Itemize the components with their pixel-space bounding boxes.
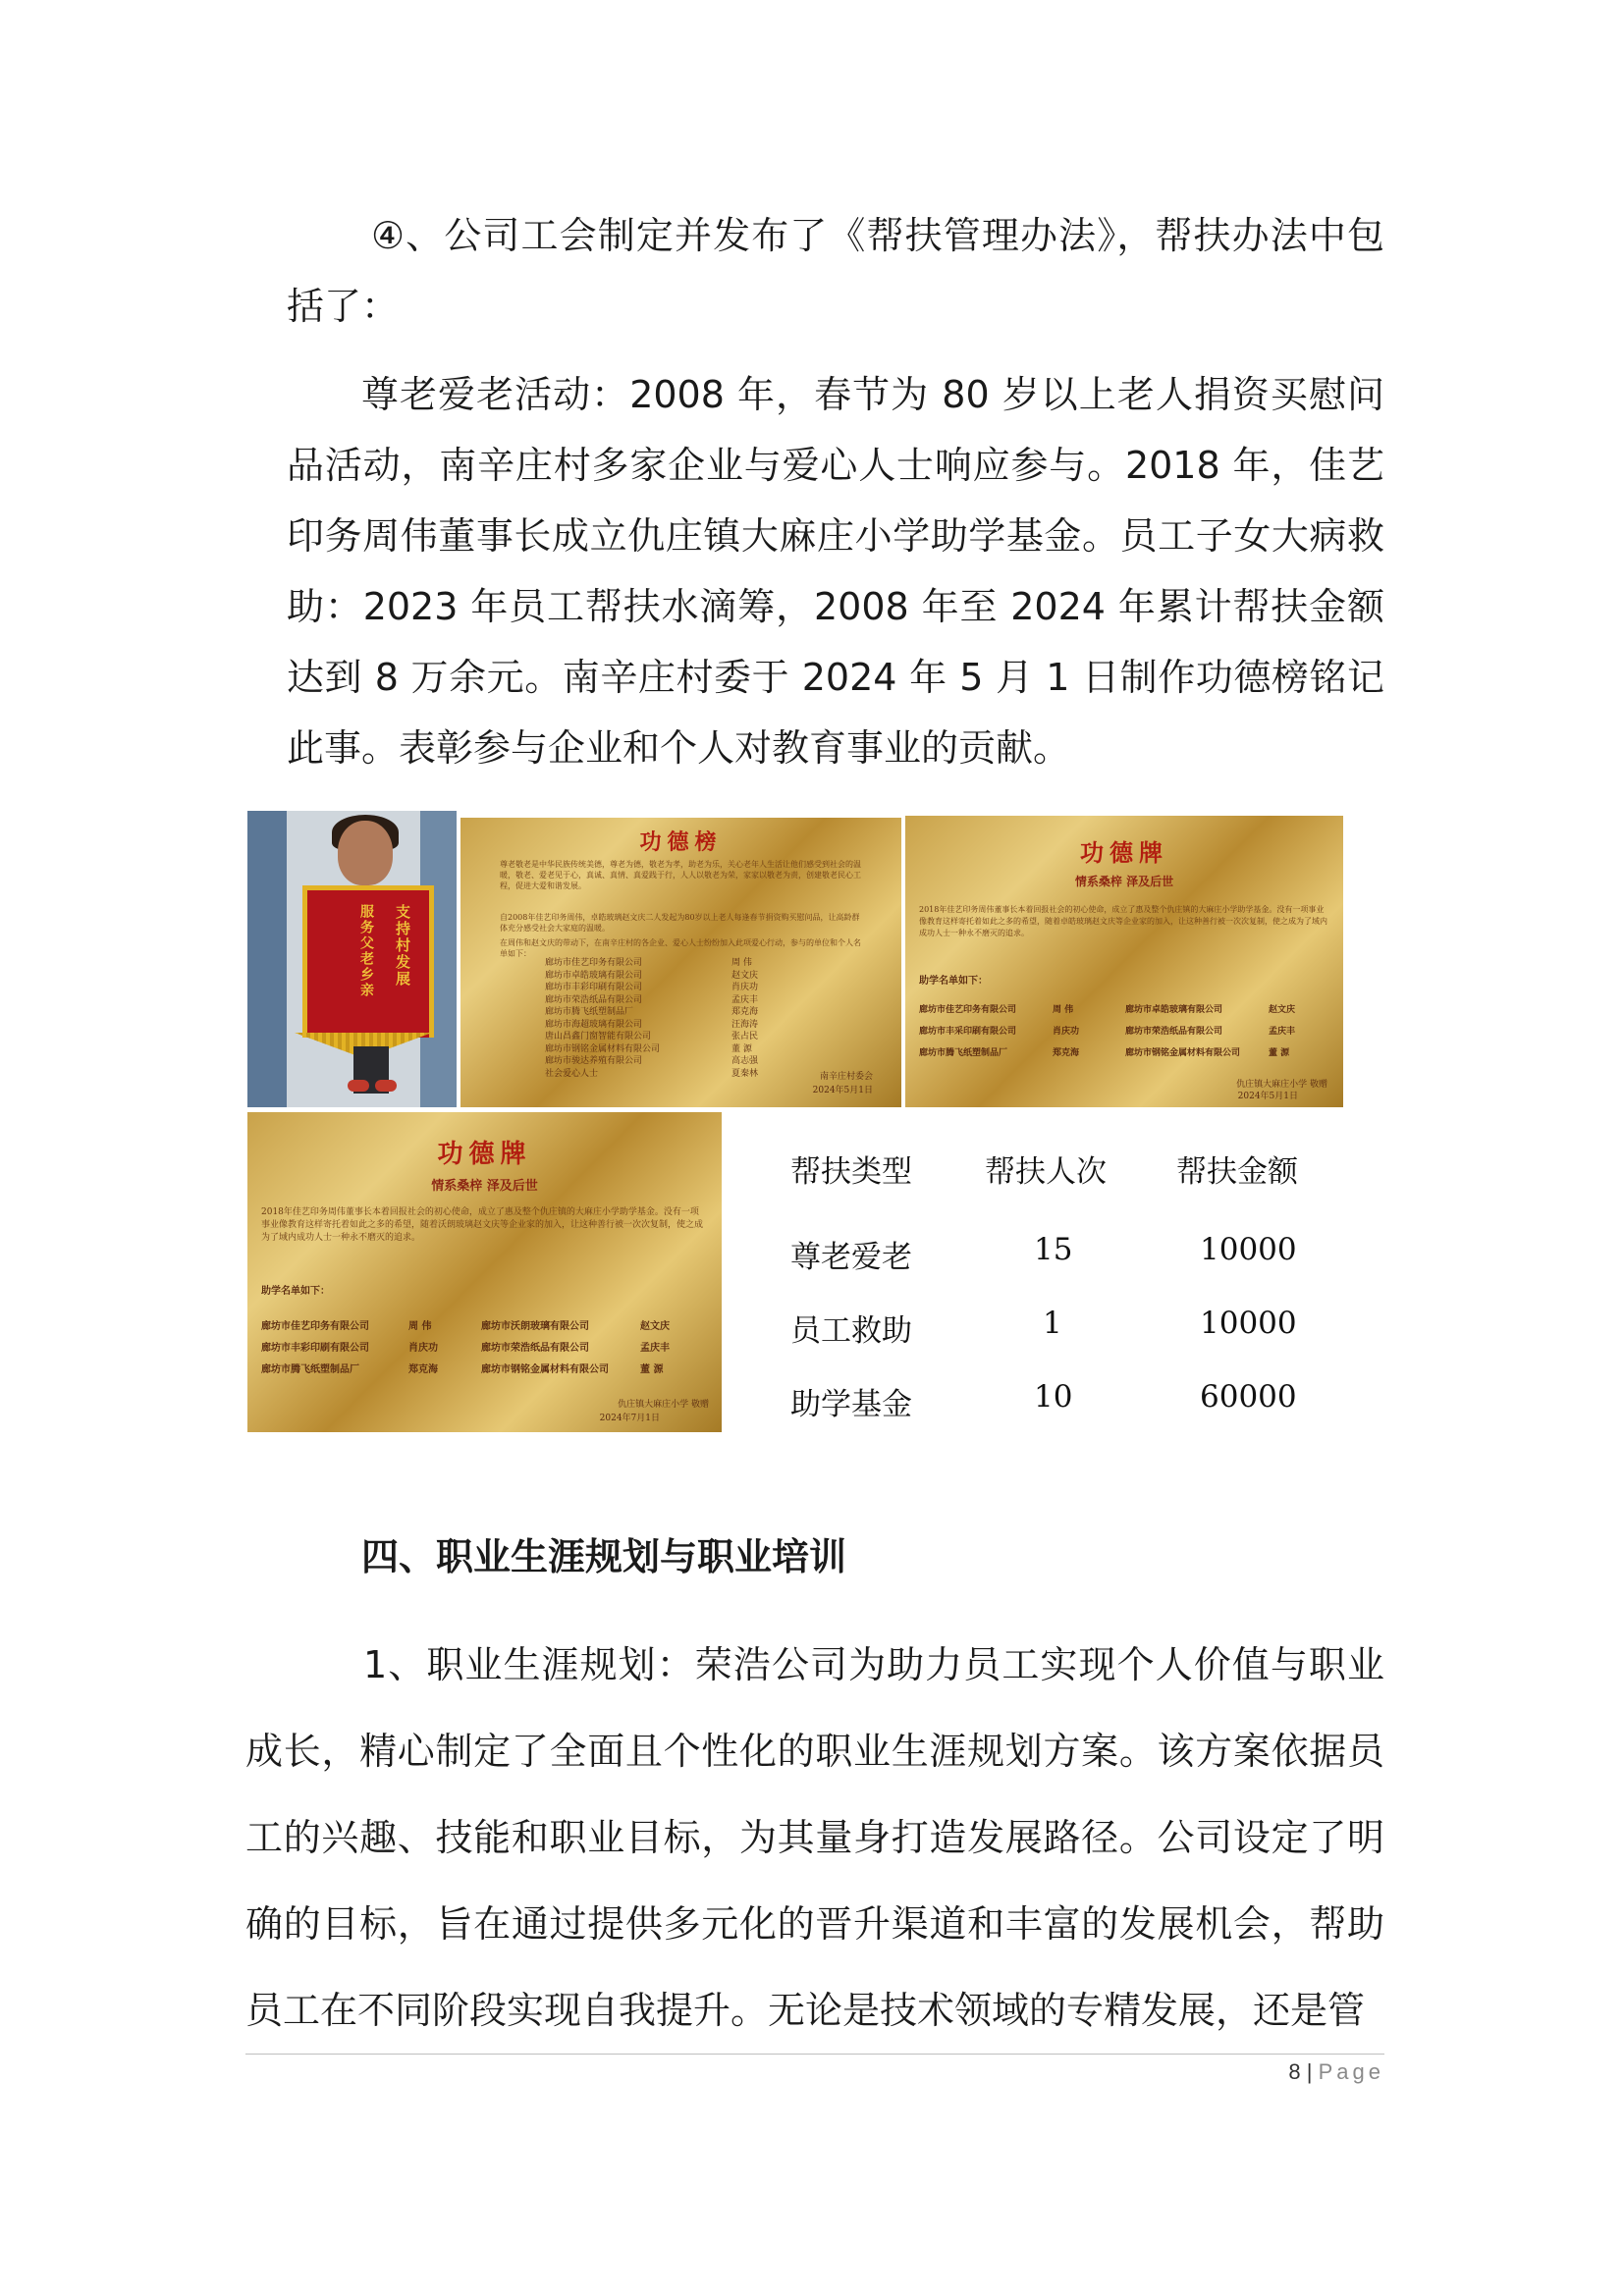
donor-org: 廊坊市腾飞纸塑制品厂 — [261, 1364, 359, 1375]
donor-org: 廊坊市钢铭金属材料有限公司 — [545, 1043, 661, 1054]
donor-name: 董 源 — [731, 1043, 752, 1054]
donor-org: 廊坊市钢铭金属材料有限公司 — [481, 1364, 609, 1375]
paragraph-elder-care: 尊老爱老活动：2008 年，春节为 80 岁以上老人捐资买慰问品活动，南辛庄村多家企业与爱心人士响应参与。2018 年，佳艺印务周伟董事长成立仇庄镇大麻庄小学助学基金。员工子女大病救助：2023 年员工帮扶水滴筹，2008 年至 2024 年累计帮扶金额达到 8 万余元。南辛庄村委于 2024 年 5 月 1 日制作功德榜铭记此事。表彰参与企业和个人对教育事业的贡献。 — [287, 373, 1384, 770]
plaque-subtitle: 情系桑梓 泽及后世 — [1074, 875, 1174, 888]
donor-name: 孟庆丰 — [1269, 1027, 1296, 1037]
donor-org: 廊坊市海超玻璃有限公司 — [545, 1019, 643, 1030]
plaque-text-2: 自2008年佳艺印务周伟，卓皓玻璃赵文庆二人发起为80岁以上老人每逢春节捐资购买慰问品，让高龄群体充分感受社会大家庭的温暖。 — [500, 913, 860, 933]
page-number: 8 — [1288, 2059, 1301, 2084]
donor-name: 郑克海 — [408, 1364, 438, 1375]
donor-name: 孟庆丰 — [640, 1343, 670, 1354]
paragraph-help-measures: ④、公司工会制定并发布了《帮扶管理办法》，帮扶办法中包括了： — [287, 214, 1384, 328]
donor-name: 赵文庆 — [640, 1321, 670, 1332]
plaque-sign-org: 南辛庄村委会 — [819, 1072, 873, 1082]
donor-org: 廊坊市荣浩纸品有限公司 — [1125, 1027, 1223, 1037]
plaque-sign-date: 2024年5月1日 — [812, 1086, 873, 1095]
donor-name: 郑克海 — [731, 1007, 759, 1017]
plaque-list-title: 助学名单如下： — [919, 976, 988, 987]
table-header: 帮扶人次 — [985, 1154, 1107, 1190]
donor-org: 廊坊市佳艺印务有限公司 — [919, 1005, 1017, 1015]
donor-org: 廊坊市荣浩纸品有限公司 — [545, 994, 643, 1005]
section-heading: 四、职业生涯规划与职业培训 — [361, 1535, 847, 1578]
footer-separator: | — [1306, 2059, 1313, 2084]
plaque-sign-org: 仇庄镇大麻庄小学 敬赠 — [618, 1400, 709, 1410]
table-cell: 助学基金 — [790, 1387, 912, 1422]
plaque-text: 2018年佳艺印务周伟董事长本着回报社会的初心使命，成立了惠及整个仇庄镇的大麻庄小学助学基金。没有一项事业像教育这样寄托着如此之多的希望，随着卓皓玻璃赵文庆等企业家的加入，让这种善行被一次次复制，使之成为了域内成功人士一种永不磨灭的追求。 — [919, 905, 1327, 937]
donor-org: 廊坊市佳艺印务有限公司 — [261, 1321, 369, 1332]
photo-merit-plaque-2 — [247, 1112, 722, 1432]
donor-org: 廊坊市荣浩纸品有限公司 — [481, 1343, 589, 1354]
donor-name: 周 伟 — [731, 958, 752, 968]
plaque-sign-org: 仇庄镇大麻庄小学 敬赠 — [1236, 1080, 1327, 1090]
donor-org: 廊坊市腾飞纸塑制品厂 — [919, 1048, 1008, 1058]
table-cell: 15 — [1034, 1232, 1073, 1267]
donor-name: 张占民 — [731, 1032, 759, 1041]
table-cell: 60000 — [1200, 1379, 1297, 1415]
donor-org: 廊坊市佳艺印务有限公司 — [545, 958, 643, 968]
donor-org: 廊坊市丰采印刷有限公司 — [919, 1027, 1017, 1037]
plaque-text-1: 尊老敬老是中华民族传统美德，尊老为德，敬老为孝，助老为乐，关心老年人生活让他们感受到社会的温暖，敬老、爱老见于心，真诚、真情、真爱践于行，人人以敬老为荣，家家以敬老为责，创建敬老民心工程，促进大爱和谐发展。 — [500, 860, 861, 890]
donor-name: 夏秦林 — [731, 1068, 759, 1079]
plaque-text-3: 在周伟和赵文庆的带动下，在南辛庄村的各企业、爱心人士纷纷加入此项爱心行动，参与的单位和个人名单如下： — [500, 938, 861, 958]
page-footer — [1288, 2059, 1384, 2085]
photo-merit-plaque-1 — [905, 816, 1343, 1107]
plaque-title: 功德榜 — [639, 829, 723, 855]
plaque-sign-date: 2024年7月1日 — [599, 1414, 660, 1423]
donor-name: 赵文庆 — [1269, 1005, 1296, 1015]
shoe-left — [348, 1080, 369, 1092]
table-cell: 10000 — [1200, 1232, 1297, 1267]
donor-org: 廊坊市丰彩印刷有限公司 — [545, 983, 643, 992]
table-cell: 10 — [1034, 1379, 1073, 1415]
donor-org: 廊坊市沃朗玻璃有限公司 — [481, 1321, 589, 1332]
donor-name: 孟庆丰 — [731, 994, 759, 1005]
donor-org: 廊坊市骏达养殖有限公司 — [545, 1056, 643, 1066]
table-cell: 尊老爱老 — [790, 1240, 912, 1275]
donor-name: 郑克海 — [1053, 1048, 1080, 1058]
plaque-title: 功德牌 — [1080, 838, 1168, 867]
donor-name: 高志强 — [731, 1056, 759, 1066]
donor-name: 肖庆功 — [731, 983, 759, 992]
table-header: 帮扶金额 — [1176, 1154, 1298, 1190]
photo-merit-board — [460, 818, 901, 1107]
donor-name: 周 伟 — [408, 1321, 432, 1332]
table-cell: 10000 — [1200, 1306, 1297, 1341]
paragraph-career-planning: 1、职业生涯规划：荣浩公司为助力员工实现个人价值与职业成长，精心制定了全面且个性化的职业生涯规划方案。该方案依据员工的兴趣、技能和职业目标，为其量身打造发展路径。公司设定了明确的目标，旨在通过提供多元化的晋升渠道和丰富的发展机会，帮助员工在不同阶段实现自我提升。无论是技术领域的专精发展，还是管 — [245, 1643, 1384, 2032]
donor-name: 汪海涛 — [731, 1019, 759, 1030]
footer-rule — [245, 2054, 1384, 2055]
donor-org: 廊坊市卓皓玻璃有限公司 — [1125, 1005, 1223, 1015]
page-label: Page — [1318, 2059, 1384, 2084]
donor-name: 肖庆功 — [408, 1343, 438, 1354]
table-cell: 员工救助 — [790, 1313, 912, 1349]
donor-name: 肖庆功 — [1053, 1027, 1080, 1037]
donor-name: 董 源 — [1269, 1048, 1290, 1058]
donor-org: 唐山昌鑫门窗智能有限公司 — [545, 1032, 652, 1041]
plaque-text: 2018年佳艺印务周伟董事长本着回报社会的初心使命，成立了惠及整个仇庄镇的大麻庄小学助学基金。没有一项事业像教育这样寄托着如此之多的希望，随着沃朗玻璃赵文庆等企业家的加入，让这种善行被一次次复制，使之成为了域内成功人士一种永不磨灭的追求。 — [261, 1207, 704, 1243]
plaque-subtitle: 情系桑梓 泽及后世 — [431, 1179, 538, 1194]
donor-name: 赵文庆 — [731, 970, 759, 981]
donor-org: 廊坊市丰彩印刷有限公司 — [261, 1343, 369, 1354]
photo-banner — [247, 811, 457, 1107]
table-cell: 1 — [1043, 1306, 1062, 1341]
donor-org: 社会爱心人士 — [545, 1068, 599, 1079]
banner-text-left: 服务父老乡亲 — [358, 904, 374, 998]
donor-name: 周 伟 — [1053, 1005, 1074, 1015]
plaque-list-title: 助学名单如下： — [261, 1286, 330, 1297]
table-header: 帮扶类型 — [790, 1154, 912, 1190]
donor-org: 廊坊市腾飞纸塑制品厂 — [545, 1007, 634, 1017]
donor-org: 廊坊市卓皓玻璃有限公司 — [545, 970, 643, 981]
red-banner — [302, 885, 434, 1038]
person-face — [338, 821, 393, 885]
donor-org: 廊坊市钢铭金属材料有限公司 — [1125, 1048, 1241, 1058]
plaque-title: 功德牌 — [437, 1140, 532, 1169]
banner-text-right: 支持村发展 — [394, 904, 411, 988]
plaque-sign-date: 2024年5月1日 — [1237, 1092, 1298, 1101]
donor-name: 董 源 — [640, 1364, 664, 1375]
shoe-right — [375, 1080, 397, 1092]
